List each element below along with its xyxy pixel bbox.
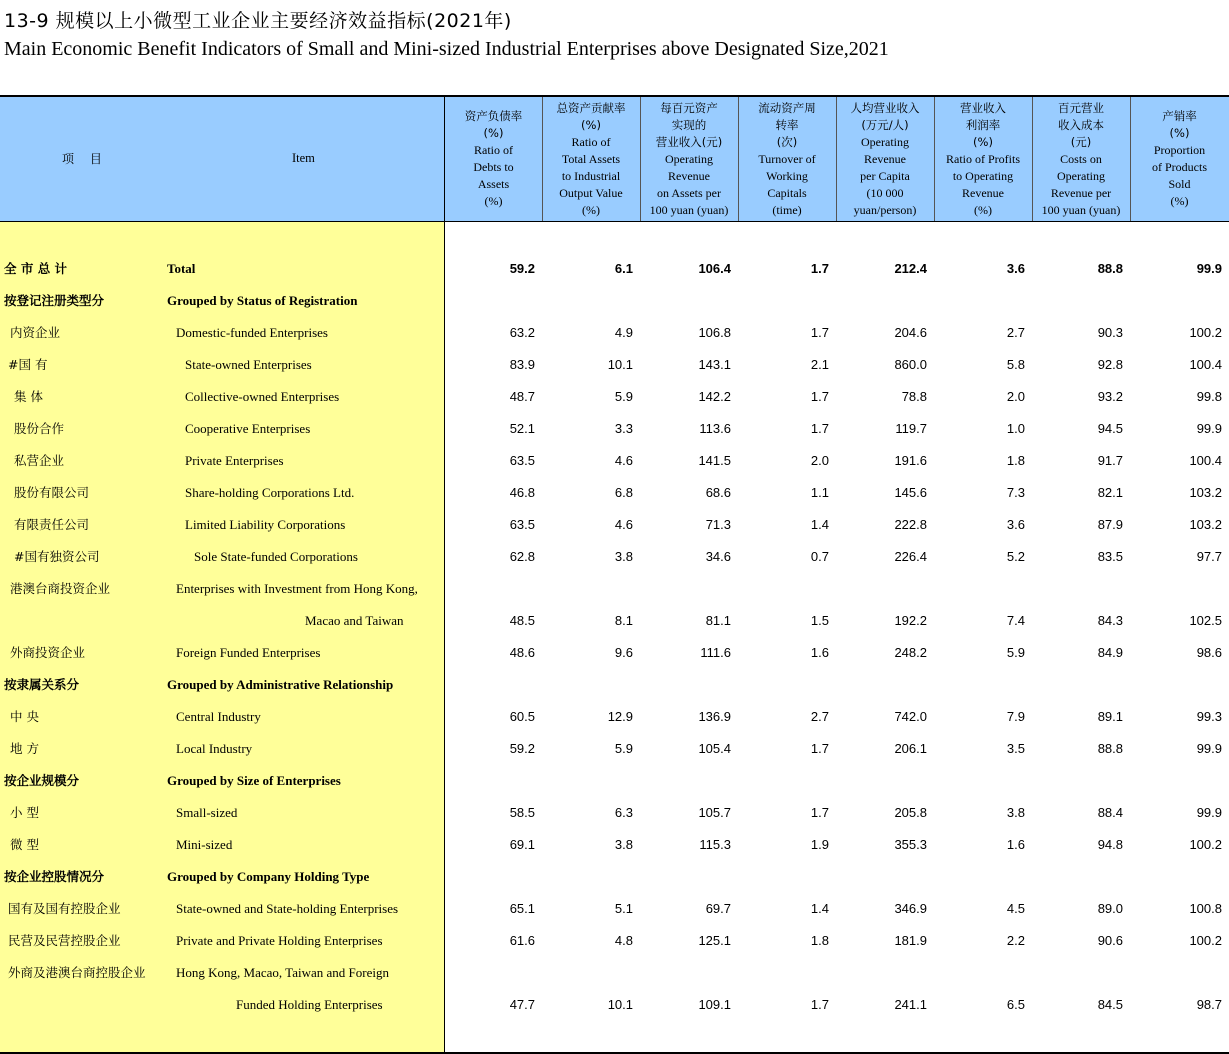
data-cell: 1.7 [810,997,829,1012]
data-cell: 65.1 [509,901,535,916]
row-label-chinese: 私营企业 [14,453,65,468]
row-label-english: State-owned Enterprises [185,357,312,372]
data-cell: 7.9 [1006,709,1025,724]
data-cell: 60.5 [509,709,535,724]
data-cell: 92.8 [1097,357,1123,372]
data-cell: 103.2 [1189,517,1222,532]
table-row [0,957,1229,989]
data-cell: 4.9 [614,325,633,340]
column-header [1032,100,1130,218]
data-cell: 1.0 [1006,421,1025,436]
column-header-english: Ratio of Total Assets to Industrial Output Value (%) [559,134,623,217]
data-cell: 5.9 [614,741,633,756]
row-label-chinese: 按隶属关系分 [4,677,80,692]
data-cell: 88.8 [1097,741,1123,756]
data-cell: 1.8 [1006,453,1025,468]
data-cell: 241.1 [894,997,927,1012]
data-cell: 191.6 [894,453,927,468]
column-header [640,100,738,218]
data-cell: 99.8 [1196,389,1222,404]
data-cell: 87.9 [1097,517,1123,532]
data-cell: 125.1 [698,933,731,948]
data-cell: 99.3 [1196,709,1222,724]
data-cell: 106.8 [698,325,731,340]
data-cell: 105.4 [698,741,731,756]
data-cell: 1.7 [810,421,829,436]
row-label-english: Share-holding Corporations Ltd. [185,485,355,500]
data-cell: 205.8 [894,805,927,820]
data-cell: 1.6 [1006,837,1025,852]
data-cell: 2.7 [1006,325,1025,340]
table-row [0,413,1229,445]
data-cell: 99.9 [1196,805,1222,820]
row-label-english: Private and Private Holding Enterprises [176,933,383,948]
column-header-english: Ratio of Debts to Assets (%) [473,143,514,208]
data-cell: 3.8 [1006,805,1025,820]
column-header-chinese: 总资产贡献率 (%) [556,100,626,132]
row-label-chinese: 民营及民营控股企业 [8,933,121,948]
table-row [0,989,1229,1021]
data-cell: 119.7 [895,421,927,436]
data-cell: 10.1 [607,997,633,1012]
column-header [1130,100,1229,218]
table-row [0,445,1229,477]
row-label-english: Macao and Taiwan [305,613,404,628]
column-header [542,100,640,218]
data-cell: 12.9 [607,709,633,724]
data-cell: 9.6 [614,645,633,660]
data-cell: 99.9 [1196,261,1222,276]
table-row [0,893,1229,925]
row-label-chinese: 中 央 [10,709,39,724]
table-row [0,541,1229,573]
column-header [934,100,1032,218]
data-cell: 222.8 [894,517,927,532]
row-label-chinese: 外商及港澳台商控股企业 [8,965,146,980]
data-cell: 8.1 [614,613,633,628]
data-cell: 1.7 [810,261,829,276]
row-label-chinese: 有限责任公司 [14,517,90,532]
data-cell: 3.5 [1006,741,1025,756]
data-cell: 115.3 [699,837,731,852]
table-row [0,285,1229,317]
data-cell: 99.9 [1196,421,1222,436]
table-row [0,477,1229,509]
data-cell: 113.6 [699,421,731,436]
data-cell: 3.3 [614,421,633,436]
data-cell: 59.2 [509,741,535,756]
row-label-english: Central Industry [176,709,261,724]
data-cell: 3.8 [614,837,633,852]
data-cell: 192.2 [894,613,927,628]
data-cell: 94.5 [1097,421,1123,436]
table-row [0,797,1229,829]
data-cell: 63.5 [509,517,535,532]
column-header-chinese: 营业收入 利润率 (%) [960,100,1006,149]
data-cell: 1.6 [810,645,829,660]
table-row [0,509,1229,541]
data-cell: 58.5 [509,805,535,820]
data-cell: 2.2 [1006,933,1025,948]
data-cell: 48.6 [509,645,535,660]
data-cell: 1.1 [810,485,829,500]
data-cell: 82.1 [1097,485,1123,500]
column-header [738,100,836,218]
data-cell: 2.0 [1006,389,1025,404]
row-label-chinese: 国有及国有控股企业 [8,901,121,916]
data-cell: 100.2 [1189,325,1222,340]
data-cell: 69.7 [705,901,731,916]
data-cell: 102.5 [1189,613,1222,628]
data-cell: 5.9 [614,389,633,404]
data-cell: 1.4 [810,517,829,532]
data-cell: 84.9 [1097,645,1123,660]
data-cell: 10.1 [607,357,633,372]
data-cell: 141.5 [698,453,731,468]
column-header-chinese: 资产负债率 (%) [464,109,523,140]
row-label-english: Hong Kong, Macao, Taiwan and Foreign [176,965,389,980]
data-cell: 1.7 [810,805,829,820]
data-cell: 1.7 [810,325,829,340]
data-cell: 206.1 [894,741,927,756]
table-row [0,253,1229,285]
data-cell: 136.9 [698,709,731,724]
data-cell: 4.6 [614,453,633,468]
table-row [0,605,1229,637]
data-cell: 4.5 [1006,901,1025,916]
row-label-chinese: 内资企业 [10,325,61,340]
row-label-english: Collective-owned Enterprises [185,389,340,404]
table-row [0,925,1229,957]
row-label-chinese: 按企业规模分 [4,773,80,788]
data-cell: 103.2 [1189,485,1222,500]
row-label-english: Limited Liability Corporations [185,517,346,532]
data-cell: 89.0 [1097,901,1123,916]
data-cell: 355.3 [894,837,927,852]
data-cell: 105.7 [698,805,731,820]
data-cell: 89.1 [1097,709,1123,724]
table-row [0,829,1229,861]
row-label-english: Private Enterprises [185,453,284,468]
data-cell: 63.2 [509,325,535,340]
data-cell: 48.5 [509,613,535,628]
column-header-chinese: 流动资产周 转率 (次) [758,100,816,149]
data-cell: 106.4 [698,261,731,276]
column-header-english: Turnover of Working Capitals (time) [758,151,816,217]
row-label-english: Grouped by Status of Registration [167,293,358,308]
data-cell: 88.8 [1097,261,1123,276]
data-cell: 100.8 [1189,901,1222,916]
data-cell: 204.6 [894,325,927,340]
data-cell: 61.6 [509,933,535,948]
data-cell: 62.8 [509,549,535,564]
data-cell: 5.1 [614,901,633,916]
column-header [445,100,542,218]
data-cell: 6.3 [614,805,633,820]
data-cell: 47.7 [509,997,535,1012]
data-cell: 1.4 [810,901,829,916]
row-label-chinese: 外商投资企业 [10,645,86,660]
data-cell: 91.7 [1097,453,1123,468]
data-cell: 860.0 [894,357,927,372]
row-label-english: State-owned and State-holding Enterprises [176,901,399,916]
data-cell: 94.8 [1097,837,1123,852]
data-cell: 1.8 [810,933,829,948]
data-cell: 111.6 [700,645,731,660]
data-cell: 1.7 [810,389,829,404]
row-label-chinese: 全 市 总 计 [4,261,68,276]
data-cell: 78.8 [901,389,927,404]
data-cell: 68.6 [705,485,731,500]
header-bottom-rule [0,221,1229,222]
table-title-chinese: 13-9 规模以上小微型工业企业主要经济效益指标(2021年) [4,10,512,32]
row-label-chinese: #国 有 [8,357,48,372]
data-cell: 6.1 [614,261,633,276]
row-label-english: Grouped by Administrative Relationship [167,677,394,692]
data-cell: 212.4 [894,261,927,276]
data-cell: 81.1 [705,613,731,628]
table-row [0,317,1229,349]
row-label-english: Funded Holding Enterprises [236,997,383,1012]
data-cell: 52.1 [509,421,535,436]
item-header-chinese: 项 目 [62,152,108,166]
data-cell: 5.8 [1006,357,1025,372]
data-cell: 93.2 [1097,389,1123,404]
row-label-chinese: 微 型 [10,837,39,852]
data-cell: 143.1 [698,357,731,372]
data-cell: 34.6 [705,549,731,564]
table-row [0,573,1229,605]
item-header-english: Item [292,151,315,165]
data-cell: 346.9 [894,901,927,916]
data-cell: 100.2 [1189,933,1222,948]
data-cell: 97.7 [1196,549,1222,564]
data-cell: 83.5 [1097,549,1123,564]
row-label-english: Local Industry [176,741,253,756]
data-cell: 99.9 [1196,741,1222,756]
row-label-english: Domestic-funded Enterprises [176,325,328,340]
column-header-english: Ratio of Profits to Operating Revenue (%) [946,151,1020,217]
data-cell: 46.8 [509,485,535,500]
data-cell: 181.9 [894,933,927,948]
row-label-english: Sole State-funded Corporations [194,549,358,564]
data-cell: 83.9 [509,357,535,372]
data-cell: 100.4 [1189,357,1222,372]
row-label-english: Enterprises with Investment from Hong Kong, [176,581,418,596]
row-label-english: Grouped by Size of Enterprises [167,773,341,788]
data-cell: 3.6 [1006,517,1025,532]
data-cell: 6.8 [614,485,633,500]
data-cell: 2.0 [810,453,829,468]
data-cell: 88.4 [1097,805,1123,820]
data-cell: 145.6 [894,485,927,500]
data-cell: 0.7 [810,549,829,564]
data-cell: 100.2 [1189,837,1222,852]
data-cell: 226.4 [894,549,927,564]
data-cell: 4.8 [614,933,633,948]
table-row [0,349,1229,381]
data-cell: 5.2 [1006,549,1025,564]
data-cell: 6.5 [1006,997,1025,1012]
table-row [0,381,1229,413]
column-header [836,100,934,218]
data-cell: 90.6 [1097,933,1123,948]
row-label-chinese: #国有独资公司 [14,549,100,564]
column-header-chinese: 每百元资产 实现的 营业收入(元) [655,100,723,149]
row-label-chinese: 集 体 [14,389,43,404]
column-header-english: Operating Revenue on Assets per 100 yuan (yuan) [649,151,729,217]
data-cell: 63.5 [509,453,535,468]
column-header-english: Costs on Operating Revenue per 100 yuan (yuan) [1041,151,1121,217]
data-cell: 142.2 [698,389,731,404]
data-cell: 59.2 [509,261,535,276]
row-label-chinese: 小 型 [10,805,39,820]
data-cell: 742.0 [894,709,927,724]
table-row [0,765,1229,797]
data-cell: 2.7 [810,709,829,724]
table-row [0,637,1229,669]
row-label-english: Small-sized [176,805,238,820]
row-label-english: Cooperative Enterprises [185,421,311,436]
data-cell: 2.1 [810,357,829,372]
data-cell: 98.7 [1196,997,1222,1012]
row-label-chinese: 地 方 [10,741,39,756]
row-label-english: Foreign Funded Enterprises [176,645,321,660]
row-label-english: Grouped by Company Holding Type [167,869,370,884]
row-label-chinese: 港澳台商投资企业 [10,581,111,596]
data-cell: 3.6 [1006,261,1025,276]
data-cell: 98.6 [1196,645,1222,660]
column-header-chinese: 人均营业收入 (万元/人) [850,100,920,132]
data-cell: 48.7 [509,389,535,404]
data-cell: 5.9 [1006,645,1025,660]
data-cell: 1.7 [810,741,829,756]
table-row [0,701,1229,733]
table-row [0,861,1229,893]
column-header-english: Operating Revenue per Capita (10 000 yuan/person) [853,134,917,217]
row-label-english: Total [167,261,196,276]
data-cell: 248.2 [894,645,927,660]
table-row [0,669,1229,701]
data-cell: 4.6 [614,517,633,532]
row-label-chinese: 按登记注册类型分 [4,293,105,308]
data-cell: 3.8 [614,549,633,564]
data-cell: 69.1 [509,837,535,852]
table-title-english: Main Economic Benefit Indicators of Small and Mini-sized Industrial Enterprises above Designated Size,2021 [4,38,889,60]
row-label-chinese: 按企业控股情况分 [4,869,105,884]
data-cell: 84.3 [1097,613,1123,628]
data-cell: 100.4 [1189,453,1222,468]
data-cell: 84.5 [1097,997,1123,1012]
column-header-chinese: 产销率 (%) [1162,109,1197,140]
data-cell: 1.9 [810,837,829,852]
data-cell: 90.3 [1097,325,1123,340]
data-cell: 1.5 [810,613,829,628]
data-cell: 7.3 [1006,485,1025,500]
data-cell: 109.1 [698,997,731,1012]
column-header-chinese: 百元营业 收入成本 (元) [1058,100,1104,149]
table-row [0,733,1229,765]
data-cell: 71.3 [705,517,731,532]
column-header-english: Proportion of Products Sold (%) [1152,143,1207,208]
row-label-english: Mini-sized [176,837,233,852]
row-label-chinese: 股份合作 [14,421,65,436]
row-label-chinese: 股份有限公司 [14,485,90,500]
data-cell: 7.4 [1006,613,1025,628]
